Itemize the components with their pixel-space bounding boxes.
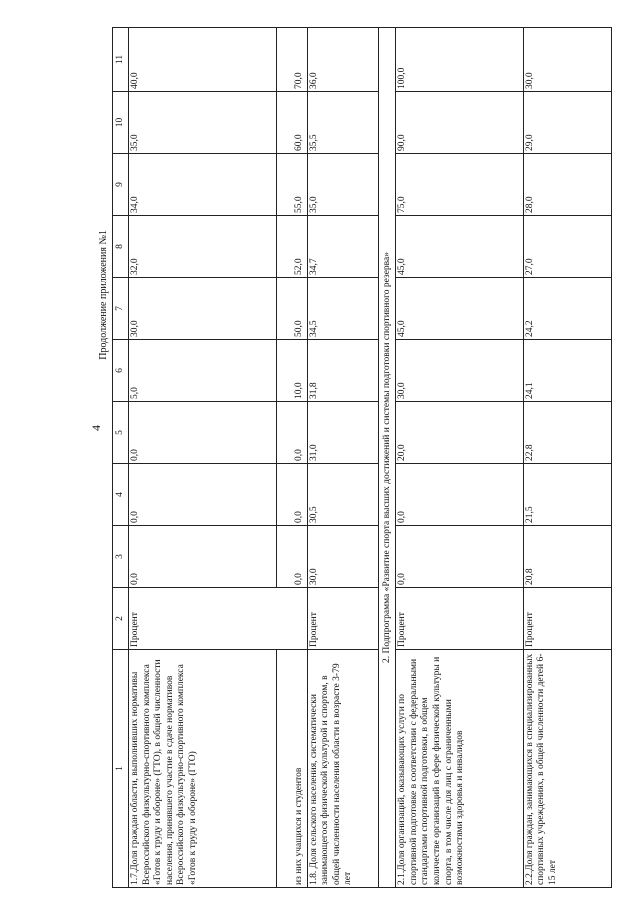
value-cell: 36,0 [307, 28, 379, 92]
value-cell: 30,0 [129, 278, 277, 340]
value-cell: 30,5 [307, 464, 379, 526]
value-cell: 27,0 [523, 216, 611, 278]
value-cell: 30,0 [396, 340, 524, 402]
value-cell: 60,0 [277, 92, 307, 154]
value-cell: 100,0 [396, 28, 524, 92]
value-cell: 24,1 [523, 340, 611, 402]
value-cell: 30,0 [307, 526, 379, 588]
unit-cell: Процент [129, 588, 308, 650]
table-row [307, 28, 379, 888]
value-cell: 0,0 [277, 526, 307, 588]
value-cell: 0,0 [396, 464, 524, 526]
section-row [379, 28, 396, 888]
value-cell: 30,0 [523, 28, 611, 92]
value-cell: 22,8 [523, 402, 611, 464]
value-cell: 55,0 [277, 154, 307, 216]
value-cell: 90,0 [396, 92, 524, 154]
value-cell: 29,0 [523, 92, 611, 154]
value-cell: 50,0 [277, 278, 307, 340]
value-cell: 24,2 [523, 278, 611, 340]
column-number: 3 [113, 526, 129, 588]
column-number: 4 [113, 464, 129, 526]
value-cell: 34,0 [129, 154, 277, 216]
value-cell: 10,0 [277, 340, 307, 402]
value-cell: 75,0 [396, 154, 524, 216]
column-number: 11 [113, 28, 129, 92]
indicator-label: из них учащихся и студентов [277, 650, 307, 888]
value-cell: 45,0 [396, 278, 524, 340]
value-cell: 35,0 [307, 154, 379, 216]
section-title: 2. Подпрограмма «Развитие спорта высших достижений и системы подготовки спортивного резерва» [379, 28, 396, 888]
appendix-caption: Продолжение приложения №1 [98, 230, 109, 360]
column-number: 9 [113, 154, 129, 216]
value-cell: 20,0 [396, 402, 524, 464]
column-number: 8 [113, 216, 129, 278]
column-number: 2 [113, 588, 129, 650]
table-rotation-frame [112, 28, 612, 888]
value-cell: 70,0 [277, 28, 307, 92]
indicators-table [112, 27, 612, 888]
value-cell: 28,0 [523, 154, 611, 216]
table-row [523, 28, 611, 888]
value-cell: 35,0 [129, 92, 277, 154]
value-cell: 31,8 [307, 340, 379, 402]
value-cell: 34,7 [307, 216, 379, 278]
value-cell: 45,0 [396, 216, 524, 278]
value-cell: 20,8 [523, 526, 611, 588]
value-cell: 34,5 [307, 278, 379, 340]
column-number: 6 [113, 340, 129, 402]
indicator-label: 2.1.Доля организаций, оказывающих услуги по спортивной подготовке в соответствии с федеральными стандартами спортивной подготовки, в общем количестве организаций в сфере физической культуры и спорта, в том числе для лиц с ограниченными возможностями здоровья и инвалидов [396, 650, 524, 888]
unit-cell: Процент [523, 588, 611, 650]
value-cell: 40,0 [129, 28, 277, 92]
indicator-label: 1.8. Доля сельского населения, систематически занимающегося физической культурой и спортом, в общей численности населения области в возрасте 3-79 лет [307, 650, 379, 888]
table-row [277, 28, 307, 888]
column-number: 1 [113, 650, 129, 888]
value-cell: 31,0 [307, 402, 379, 464]
column-number: 7 [113, 278, 129, 340]
value-cell: 21,5 [523, 464, 611, 526]
value-cell: 32,0 [129, 216, 277, 278]
column-number: 5 [113, 402, 129, 464]
unit-cell: Процент [396, 588, 524, 650]
value-cell: 0,0 [277, 402, 307, 464]
unit-cell: Процент [307, 588, 379, 650]
value-cell: 35,5 [307, 92, 379, 154]
value-cell: 0,0 [277, 464, 307, 526]
page-number: 4 [89, 425, 103, 431]
value-cell: 0,0 [129, 464, 277, 526]
value-cell: 0,0 [129, 526, 277, 588]
column-number-row [113, 28, 129, 888]
table-row [129, 28, 277, 888]
value-cell: 5,0 [129, 340, 277, 402]
indicator-label: 1.7.Доля граждан области, выполнивших нормативы Всероссийского физкультурно-спортивного комплекса «Готов к труду и обороне» (ГТО), в общей численности населения, принявшего участие в сдаче нормативов Всероссийского физкультурно-спортивного комплекса «Готов к труду и обороне» (ГТО) [129, 650, 277, 888]
indicator-label: 2.2.Доля граждан, занимающихся в специализированных спортивных учреждениях, в общей численности детей 6-15 лет [523, 650, 611, 888]
value-cell: 0,0 [129, 402, 277, 464]
value-cell: 52,0 [277, 216, 307, 278]
table-row [396, 28, 524, 888]
value-cell: 0,0 [396, 526, 524, 588]
column-number: 10 [113, 92, 129, 154]
